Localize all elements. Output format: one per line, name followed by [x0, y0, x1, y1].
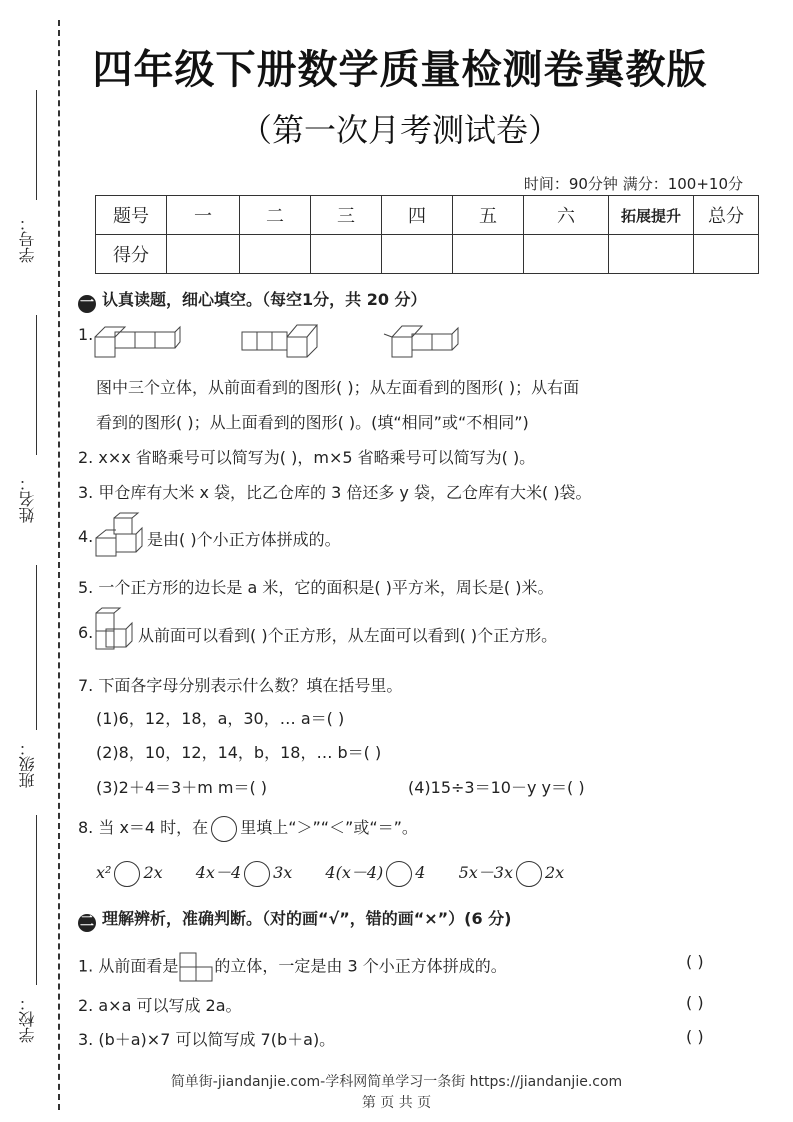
q7-text: 7. 下面各字母分别表示什么数？填在括号里。 [78, 676, 403, 695]
q8-text [78, 815, 418, 842]
answer-circle[interactable] [114, 861, 140, 887]
q1-number: 1. [78, 325, 94, 344]
q1-text-line2: 看到的图形( )；从上面看到的图形( )。(填“相同”或“不相同”) [96, 413, 529, 432]
comparison-item: 4(x－4) 4 [325, 863, 425, 882]
row-label: 得分 [96, 235, 167, 274]
header-cell: 六 [524, 196, 609, 235]
score-cell[interactable] [609, 235, 694, 274]
cube-stack-icon [94, 512, 146, 558]
score-table [95, 195, 759, 274]
binding-dashed-line [58, 20, 60, 1110]
answer-circle[interactable] [516, 861, 542, 887]
student-id-label: 学号： [18, 215, 37, 263]
answer-paren[interactable]: ( ) [686, 1027, 704, 1046]
judge-item-3: 3. (b＋a)×7 可以简写成 7(b＋a)。 [78, 1030, 336, 1049]
section2-heading [78, 906, 511, 932]
header-cell: 三 [311, 196, 382, 235]
score-cell[interactable] [694, 235, 759, 274]
header-cell: 总分 [694, 196, 759, 235]
comparison-item: x² 2x [96, 863, 163, 882]
q1-text-line1: 图中三个立体，从前面看到的图形( )；从左面看到的图形( )；从右面 [96, 378, 580, 397]
section2-title: 理解辨析，准确判断。（对的画“√”，错的画“×”）(6 分) [102, 909, 512, 928]
q7-part4: (4)15÷3＝10－y y＝( ) [408, 778, 585, 797]
cube-figures-icon [92, 322, 472, 362]
q7-part3: (3)2＋4＝3＋m m＝( ) [96, 778, 268, 797]
score-cell[interactable] [453, 235, 524, 274]
section1-heading [78, 287, 427, 313]
comparison-item: 5x－3x 2x [459, 863, 565, 882]
page-title: 四年级下册数学质量检测卷冀教版 [92, 47, 708, 93]
name-line [36, 315, 37, 455]
header-cell: 五 [453, 196, 524, 235]
footer-watermark: 简单街-jiandanjie.com-学科网简单学习一条街 https://jiandanjie.com [170, 1074, 623, 1090]
section-badge: 二 [80, 914, 94, 930]
q8-text-a: 8. 当 x＝4 时，在 [78, 818, 209, 837]
answer-paren[interactable]: ( ) [686, 952, 704, 971]
header-cell: 二 [240, 196, 311, 235]
header-cell: 四 [382, 196, 453, 235]
score-cell[interactable] [524, 235, 609, 274]
score-cell[interactable] [311, 235, 382, 274]
cube-stack-icon [94, 607, 138, 653]
name-label: 姓名： [18, 475, 37, 523]
answer-circle[interactable] [386, 861, 412, 887]
q3-text: 3. 甲仓库有大米 x 袋，比乙仓库的 3 倍还多 y 袋，乙仓库有大米( )袋。 [78, 483, 592, 502]
judge-item-2: 2. a×a 可以写成 2a。 [78, 996, 242, 1015]
judge-item-1: 1. 从前面看是 的立体，一定是由 3 个小正方体拼成的。 [78, 952, 507, 982]
section-badge: 一 [80, 295, 94, 311]
q8-text-b: 里填上“＞”“＜”或“＝”。 [240, 818, 418, 837]
header-cell: 题号 [96, 196, 167, 235]
q7-part1: (1)6，12，18，a，30，… a＝( ) [96, 709, 345, 728]
answer-paren[interactable]: ( ) [686, 993, 704, 1012]
header-cell: 一 [167, 196, 240, 235]
q6-text: 从前面可以看到( )个正方形，从左面可以看到( )个正方形。 [138, 626, 558, 645]
page-number: 第 页 共 页 [361, 1095, 432, 1111]
q4-text: 是由( )个小正方体拼成的。 [147, 530, 341, 549]
page-subtitle: （第一次月考测试卷） [239, 111, 560, 149]
score-cell[interactable] [382, 235, 453, 274]
score-cell[interactable] [167, 235, 240, 274]
q5-text: 5. 一个正方形的边长是 a 米，它的面积是( )平方米，周长是( )米。 [78, 578, 554, 597]
q7-part2: (2)8，10，12，14，b，18，… b＝( ) [96, 743, 382, 762]
answer-circle[interactable] [244, 861, 270, 887]
header-cell: 拓展提升 [609, 196, 694, 235]
school-line [36, 815, 37, 985]
class-label: 班级： [18, 740, 37, 788]
score-cell[interactable] [240, 235, 311, 274]
q2-text: 2. x×x 省略乘号可以简写为( )，m×5 省略乘号可以简写为( )。 [78, 448, 536, 467]
section1-title: 认真读题，细心填空。（每空1分，共 20 分） [102, 290, 427, 309]
time-info: 时间：90分钟 满分：100+10分 [523, 175, 743, 193]
two-squares-icon [178, 952, 214, 982]
school-label: 学校： [18, 995, 37, 1043]
q4-number: 4. [78, 527, 94, 546]
q8-comparisons [96, 860, 564, 887]
circle-icon [211, 816, 237, 842]
comparison-item: 4x－4 3x [196, 863, 293, 882]
class-line [36, 565, 37, 730]
q6-number: 6. [78, 623, 94, 642]
